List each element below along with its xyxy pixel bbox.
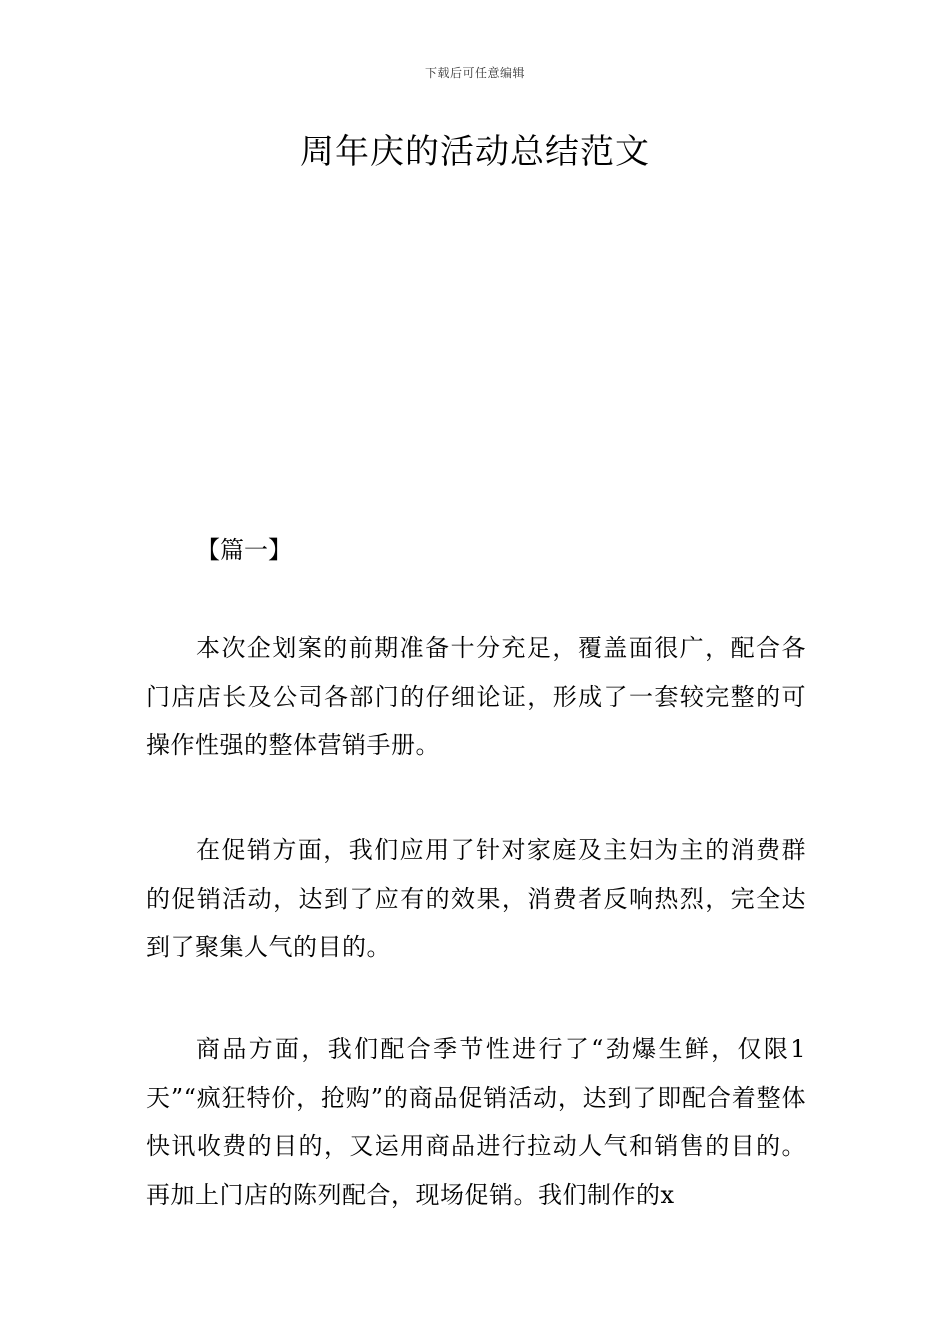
paragraph: 本次企划案的前期准备十分充足，覆盖面很广，配合各门店店长及公司各部门的仔细论证，形成了一套较完整的可操作性强的整体营销手册。 xyxy=(146,634,806,759)
page-title: 周年庆的活动总结范文 xyxy=(300,132,650,172)
header-note: 下载后可任意编辑 xyxy=(424,66,525,80)
paragraph: 在促销方面，我们应用了针对家庭及主妇为主的消费群的促销活动，达到了应有的效果，消费者反响热烈，完全达到了聚集人气的目的。 xyxy=(146,836,806,961)
paragraph: 商品方面，我们配合季节性进行了“劲爆生鲜，仅限1天”“疯狂特价，抢购”的商品促销活动，达到了即配合着整体快讯收费的目的，又运用商品进行拉动人气和销售的目的。再加上门店的陈列配合，现场促销。我们制作的x xyxy=(146,1035,806,1209)
section-heading: 【篇一】 xyxy=(196,536,292,564)
